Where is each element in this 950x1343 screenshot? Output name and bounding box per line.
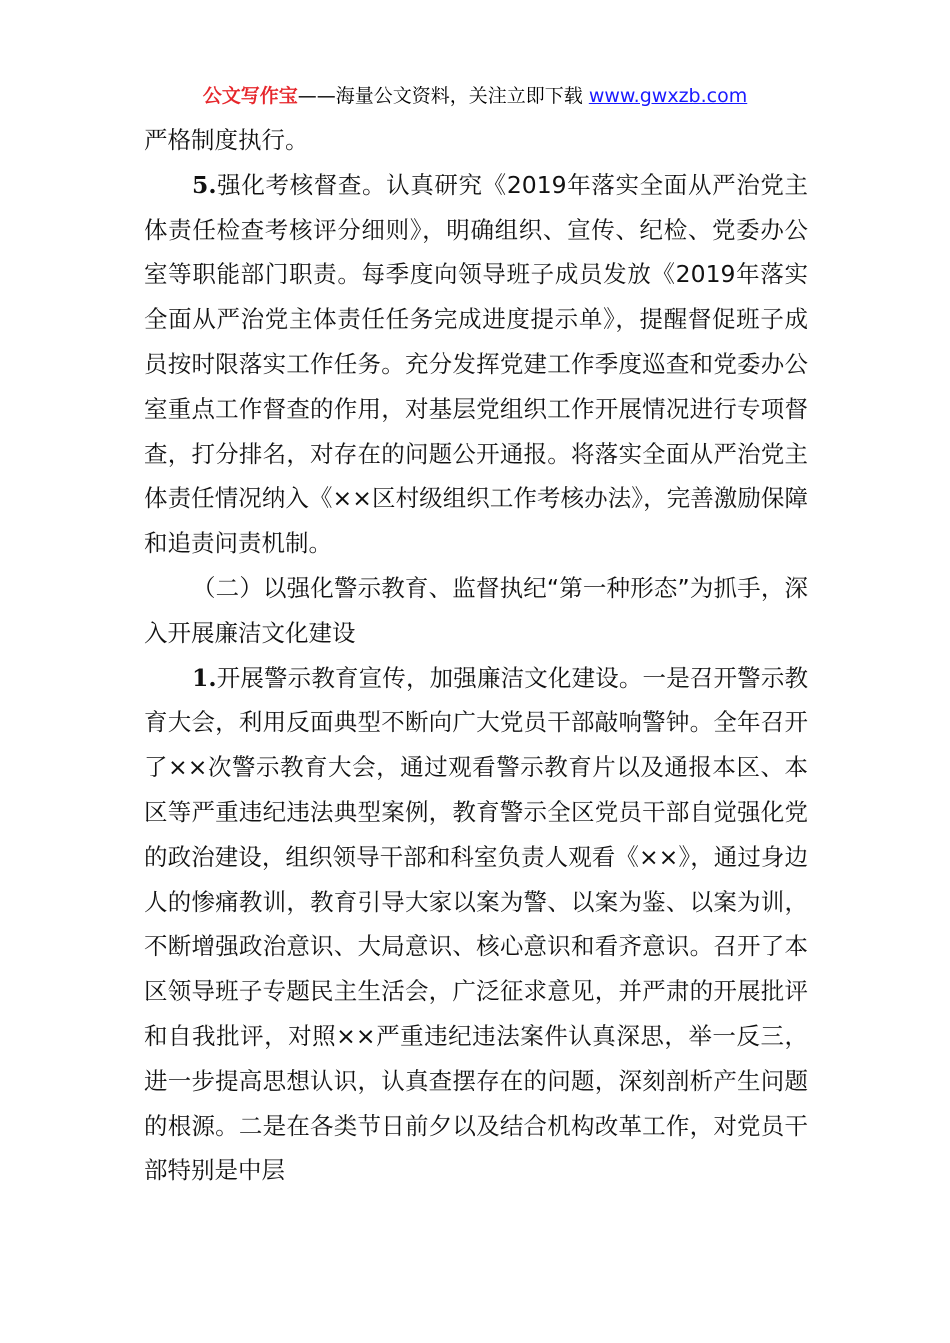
document-body [144, 118, 808, 1193]
website-link[interactable]: www.gwxzb.com [588, 85, 748, 107]
item-number: 1. [192, 663, 217, 692]
document-header [0, 82, 950, 110]
section-heading: （二）以强化警示教育、监督执纪“第一种形态”为抓手，深入开展廉洁文化建设 [144, 573, 808, 647]
brand-name: 公文写作宝 [202, 85, 298, 107]
paragraph-text: 强化考核督查。认真研究《2019年落实全面从严治党主体责任检查考核评分细则》，明确组织、宣传、纪检、党委办公室等职能部门职责。每季度向领导班子成员发放《2019年落实全面从严治党主体责任任务完成进度提示单》，提醒督促班子成员按时限落实工作任务。充分发挥党建工作季度巡查和党委办公室重点工作督查的作用，对基层党组织工作开展情况进行专项督查，打分排名，对存在的问题公开通报。将落实全面从严治党主体责任情况纳入《××区村级组织工作考核办法》，完善激励保障和追责问责机制。 [144, 170, 808, 558]
paragraph-text: 开展警示教育宣传，加强廉洁文化建设。一是召开警示教育大会，利用反面典型不断向广大党员干部敲响警钟。全年召开了××次警示教育大会，通过观看警示教育片以及通报本区、本区等严重违纪违法典型案例，教育警示全区党员干部自觉强化党的政治建设，组织领导干部和科室负责人观看《××》，通过身边人的惨痛教训，教育引导大家以案为警、以案为鉴、以案为训，不断增强政治意识、大局意识、核心意识和看齐意识。召开了本区领导班子专题民主生活会，广泛征求意见，并严肃的开展批评和自我批评，对照××严重违纪违法案件认真深思，举一反三，进一步提高思想认识，认真查摆存在的问题，深刻剖析产生问题的根源。二是在各类节日前夕以及结合机构改革工作，对党员干部特别是中层 [144, 663, 808, 1185]
header-tagline: ——海量公文资料，关注立即下载 [297, 85, 589, 107]
paragraph-warning-education [144, 656, 808, 1194]
paragraph-continuation: 严格制度执行。 [144, 126, 309, 154]
paragraph-assessment [144, 163, 808, 566]
item-number: 5. [192, 170, 217, 199]
